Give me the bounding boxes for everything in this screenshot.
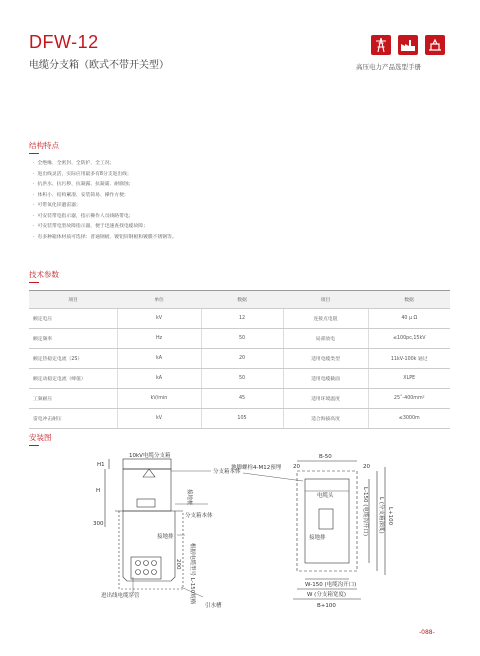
label-ground-plate: 接地排 [309,535,326,541]
table-cell: 105 [201,409,283,429]
features-list [33,159,177,243]
table-cell: kA [117,369,201,389]
table-cell: kV [117,409,201,429]
table-cell: 适合海拔高度 [283,409,368,429]
warning-triangle-icon [143,469,155,477]
table-cell: 局部放电 [283,329,368,349]
table-row [29,389,450,409]
table-cell: kA [117,349,201,369]
box-roof-outline [123,459,171,469]
label-b50: B-50 [319,454,332,460]
label-l100: L+100 [387,507,393,526]
label-drain: 引水槽 [205,603,222,609]
table-cell: 45 [201,389,283,409]
table-cell: 雷电冲击耐压 [29,409,117,429]
column-header: 数据 [368,291,450,309]
label-b100: B+100 [317,603,336,609]
drawing-labels [93,451,393,609]
table-cell: 额定频率 [29,329,117,349]
features-title-underline [29,153,39,154]
list-item: · 全绝缘、全密封、全防护、全工况； [33,161,115,166]
table-cell: 工频耐压 [29,389,117,409]
table-cell: 50 [201,369,283,389]
table-cell: 12 [201,309,283,329]
label-h1: H1 [97,462,105,468]
label-h: H [96,488,101,494]
brand-caption: 高压电力产品选型手册 [356,63,421,71]
table-cell: 50 [201,329,283,349]
factory-icon [398,35,418,55]
table-cell: kV [117,309,201,329]
table-cell: 40 μ Ω [368,309,450,329]
table-cell: ≤3000m [368,409,450,429]
table-cell: 适用环境温度 [283,389,368,409]
label-foundation: 地脚螺栓4-M12预埋 [231,465,282,471]
table-cell: 20 [201,349,283,369]
power-tower-icon [371,35,391,55]
table-cell: 适用电缆类型 [283,349,368,369]
spec-table [29,290,450,429]
table-cell: 适用电缆截面 [283,369,368,389]
label-w-box: W (分支箱宽度) [307,592,346,598]
table-row [29,329,450,349]
substation-icon [425,35,445,55]
features-title: 结构特点 [29,141,59,150]
label-box-top: 10kV电缆分支箱 [129,453,171,459]
trench-wall-outline [119,511,183,589]
product-subtitle: 电缆分支箱（欧式不带开关型） [29,60,169,71]
label-box-body: 分支箱本体 [213,469,241,475]
label-d200: 200 [175,559,181,570]
table-header-row [29,291,450,309]
cable-head-outline [319,509,333,529]
table-cell: ≤100pc,15kV [368,329,450,349]
install-title: 安装图 [29,433,52,442]
table-row [29,349,450,369]
box-plan-outline [305,479,349,563]
specs-title: 技术参数 [29,270,59,279]
nameplate-outline [137,499,155,507]
table-cell: 额定热稳定电流（2S） [29,349,117,369]
table-cell: 连接点电阻 [283,309,368,329]
installation-drawing [93,447,423,617]
trench-plan-outline [297,471,357,571]
table-row [29,369,450,389]
list-item: · 可安装带电指示器，指示操作人员线路带电； [33,213,134,219]
label-l-box: L (分支箱深度) [378,497,384,534]
specs-title-underline [29,282,39,283]
list-item: · 进出线灵活，实际应用最多有8分支进出线； [33,171,132,177]
label-earth-pile: 接地桩 [186,489,192,506]
table-cell: 25˚-400mm² [368,389,450,409]
list-item: · 有多种箱体材质可选择：普通钢板、镀铝锌钢板和镀膜不锈钢等。 [33,234,177,240]
table-cell: 额定电压 [29,309,117,329]
label-d300: 300 [93,521,104,527]
box-cabinet-outline [123,469,171,511]
label-ground-bar: 接地排 [157,534,174,540]
table-row [29,409,450,429]
table-cell: kV/min [117,389,201,409]
page-number: -088- [419,629,435,636]
label-cable-head: 电缆头 [317,493,334,499]
label-l150: L-150 (电缆沟开口) [362,487,368,536]
install-title-underline [29,445,39,446]
column-header: 项目 [29,291,117,309]
column-header: 数据 [201,291,283,309]
list-item: · 可安装带电型故障指示器，便于迅速查找电缆故障； [33,224,148,229]
label-d20a: 20 [293,464,300,470]
table-row [29,309,450,329]
label-vertical-note: 根据电缆型号 L-150规格 [189,543,195,605]
table-cell: 额定动稳定电流（峰值） [29,369,117,389]
column-header: 单位 [117,291,201,309]
table-cell: Hz [117,329,201,349]
label-d20b: 20 [363,464,370,470]
label-w150: W-150 (电缆沟开口) [305,582,357,588]
list-item: · 体积小、结构紧凑、安装简易、操作方便； [33,192,129,198]
list-item: · 可带氧化锌避雷器； [33,203,81,208]
table-cell: XLPE [368,369,450,389]
table-cell: 11kV-100k 通过 [368,349,450,369]
list-item: · 抗洪水、抗污秽、抗凝露、抗凝霜、耐腐蚀； [33,182,134,187]
label-in-out-pipe: 进出线电缆穿管 [101,593,140,599]
product-model: DFW-12 [29,32,99,52]
column-header: 项目 [283,291,368,309]
label-box-body2: 分支箱本体 [185,513,213,519]
